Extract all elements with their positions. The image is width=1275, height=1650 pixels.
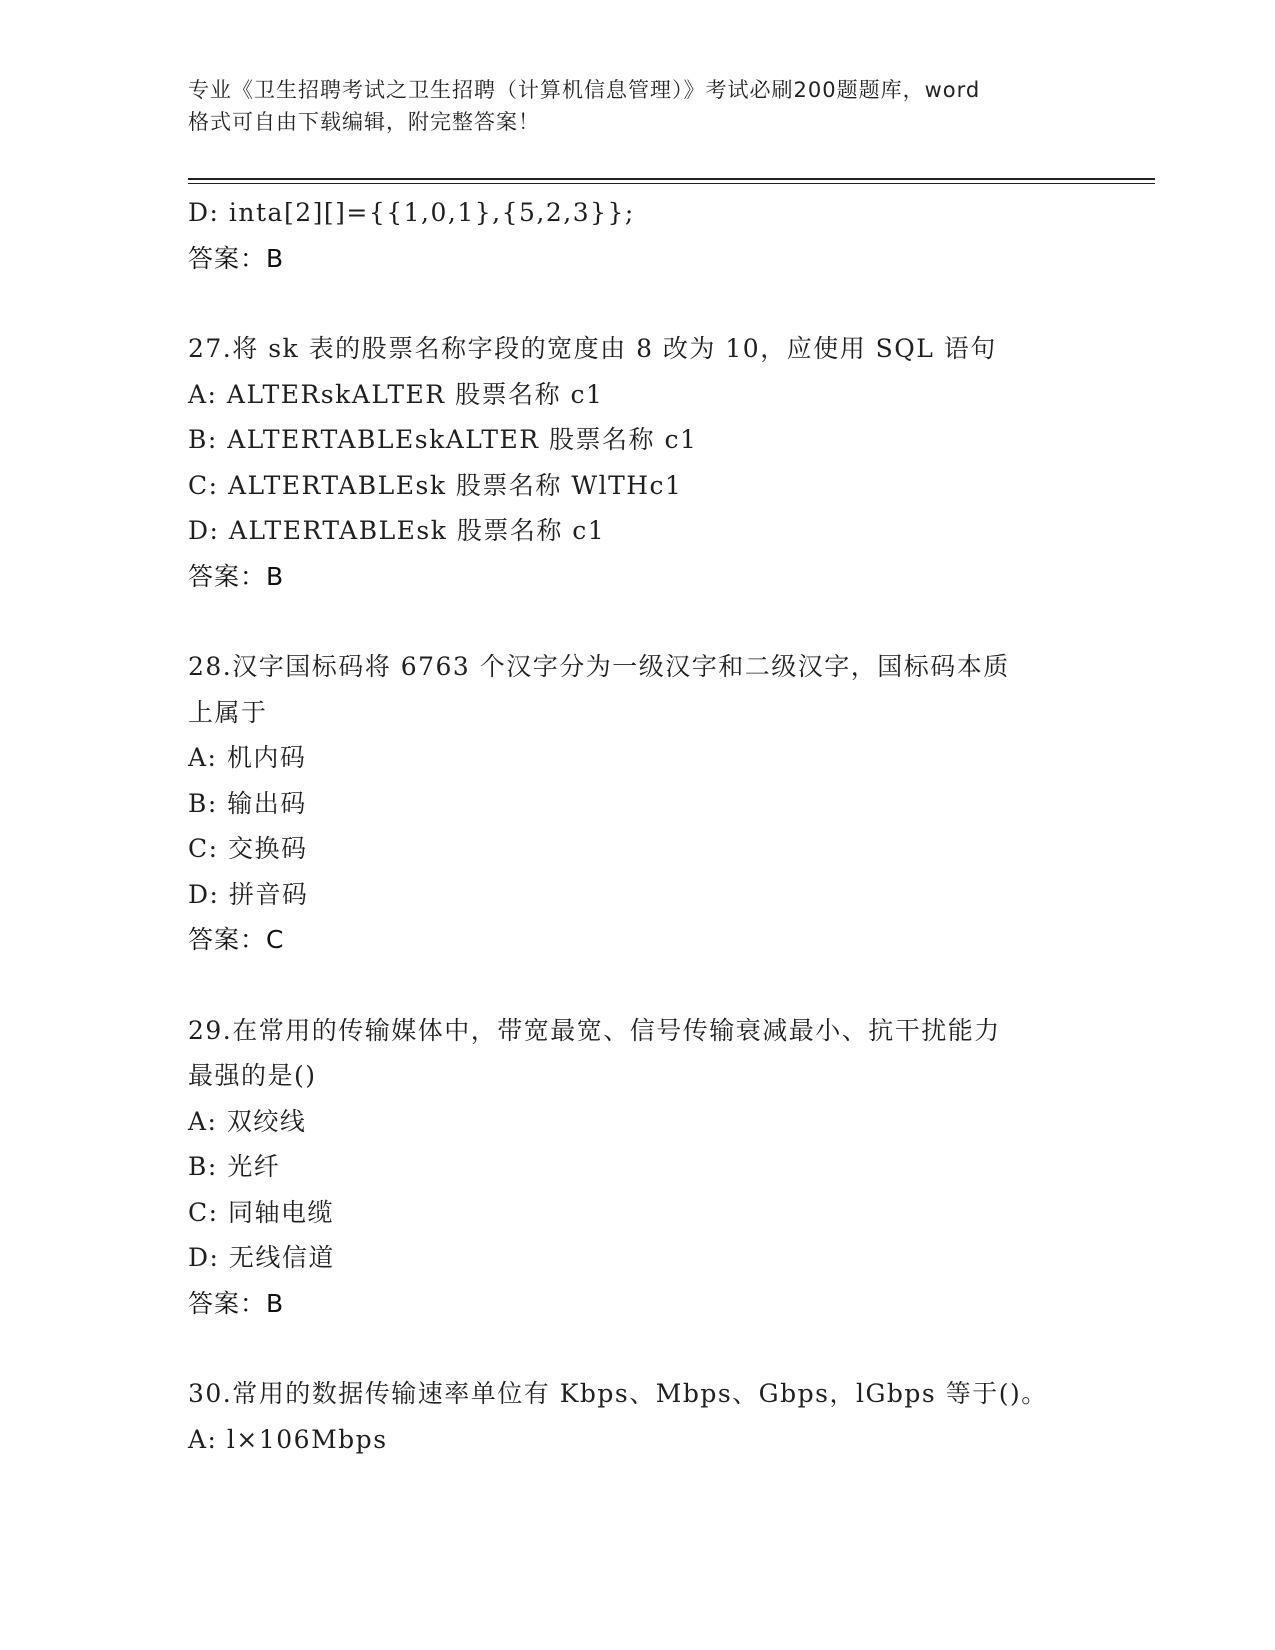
question-text-cont: 上属于 [188,697,268,727]
option-d: D: 无线信道 [188,1243,335,1272]
option-c: C: 交换码 [188,834,308,863]
option-d: D: 拼音码 [188,879,309,909]
answer: 答案：B [188,561,285,591]
option-b: B: 输出码 [188,788,307,818]
header-divider-thin [188,183,1155,184]
document-header [188,74,1088,138]
header-line-2: 格式可自由下载编辑，附完整答案！ [188,110,540,134]
header-line-1: 专业《卫生招聘考试之卫生招聘（计算机信息管理）》考试必刷200题题库，word [188,78,981,102]
option-c: C: ALTERTABLEsk 股票名称 WlTHc1 [188,470,683,500]
question-28 [188,644,1088,963]
question-27 [188,326,1088,599]
question-text: 30.常用的数据传输速率单位有 Kbps、Mbps、Gbps，lGbps 等于()。 [188,1379,1048,1408]
question-text: 28.汉字国标码将 6763 个汉字分为一级汉字和二级汉字，国标码本质 [188,652,1010,681]
option-a: A: ALTERskALTER 股票名称 c1 [188,379,604,409]
option-b: B: 光纤 [188,1152,281,1181]
option-d: D: ALTERTABLEsk 股票名称 c1 [188,516,606,545]
question-text: 27.将 sk 表的股票名称字段的宽度由 8 改为 10，应使用 SQL 语句 [188,334,997,363]
option-b: B: ALTERTABLEskALTER 股票名称 c1 [188,425,698,454]
question-29 [188,1008,1088,1327]
document-body [188,190,1088,1462]
answer: 答案：C [188,925,285,954]
answer: 答案：B [188,1288,285,1318]
question-30 [188,1371,1088,1462]
header-divider-thick [188,178,1155,180]
option-a: A: 机内码 [188,743,307,772]
option-a: A: l×106Mbps [188,1424,388,1454]
prev-answer: 答案：B [188,243,285,273]
question-text-cont: 最强的是() [188,1061,317,1090]
prev-option-d: D: inta[2][]={{1,0,1},{5,2,3}}; [188,198,635,227]
option-c: C: 同轴电缆 [188,1197,334,1227]
question-text: 29.在常用的传输媒体中，带宽最宽、信号传输衰减最小、抗干扰能力 [188,1015,1001,1045]
option-a: A: 双绞线 [188,1106,307,1136]
